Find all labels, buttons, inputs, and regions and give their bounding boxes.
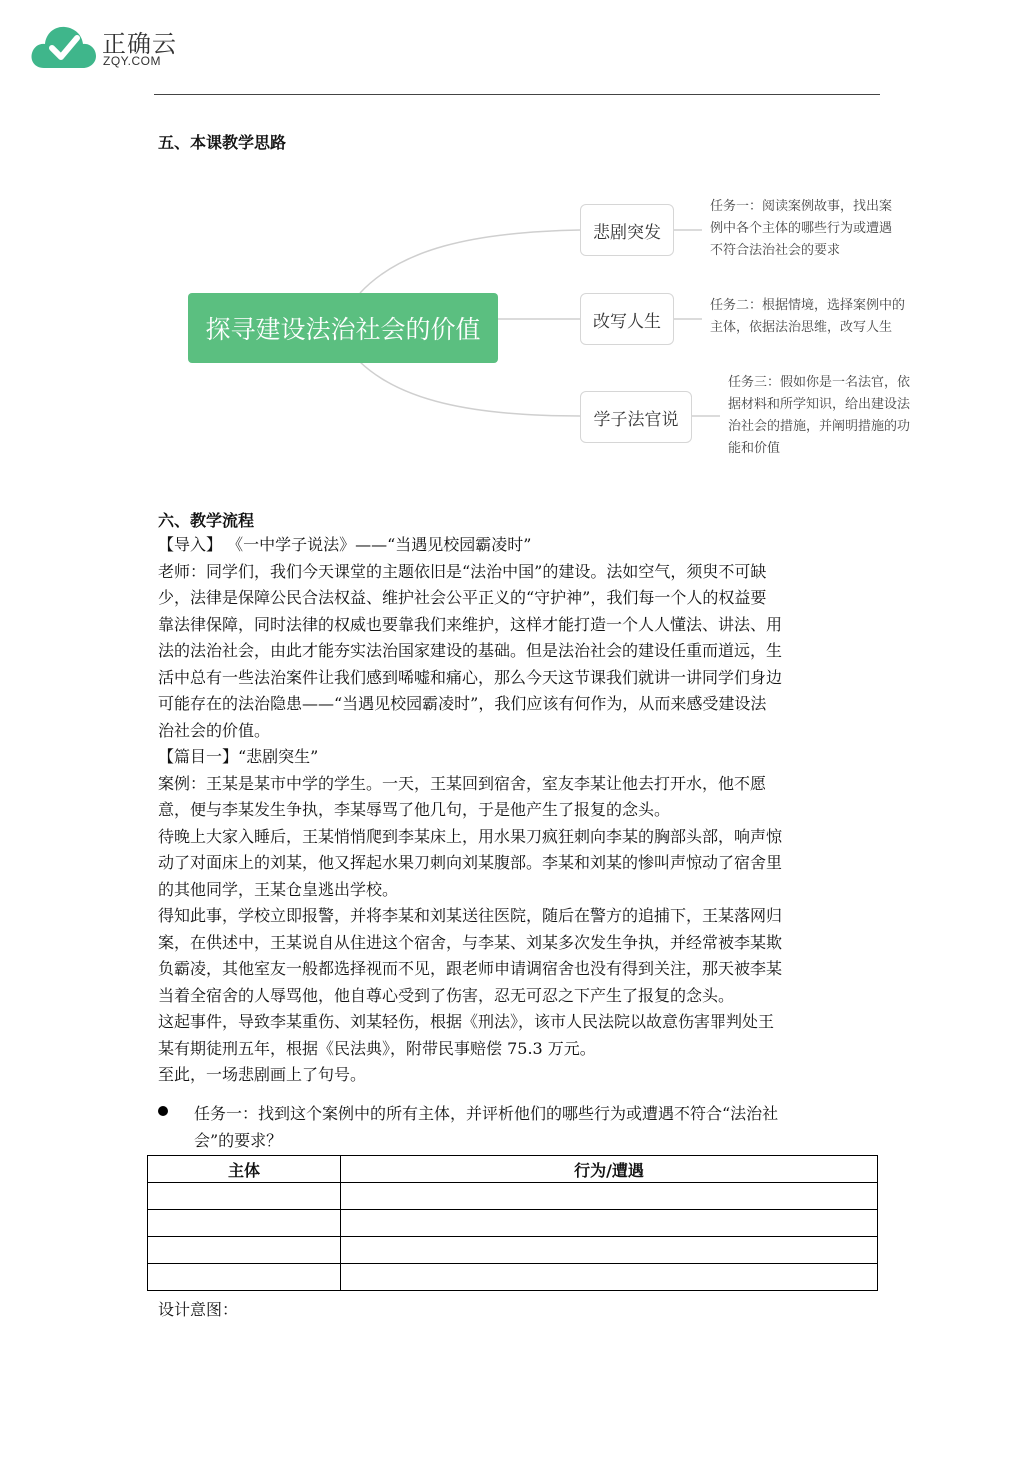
case-line: 某有期徒刑五年，根据《民法典》，附带民事赔偿 75.3 万元。 <box>158 1038 596 1058</box>
intro-heading: 【导入】 《一中学子说法》——“当遇见校园霸凌时” <box>158 535 532 554</box>
note-line: 任务二：根据情境，选择案例中的 <box>710 298 906 313</box>
case-line: 这起事件，导致李某重伤、刘某轻伤，根据《刑法》，该市人民法院以故意伤害罪判处王 <box>158 1012 775 1031</box>
mindmap <box>150 180 950 480</box>
table-cell[interactable] <box>148 1264 341 1291</box>
logo-text-en: ZQY.COM <box>103 54 161 68</box>
case-line: 案，在供述中，王某说自从住进这个宿舍，与李某、刘某多次发生争执，并经常被李某欺 <box>158 932 783 952</box>
table-cell[interactable] <box>341 1237 878 1264</box>
table-row <box>148 1183 878 1210</box>
case-line: 待晚上大家入睡后，王某悄悄爬到李某床上，用水果刀疯狂刺向李某的胸部头部，响声惊 <box>158 826 783 846</box>
note-line: 能和价值 <box>728 441 781 456</box>
intro-line: 靠法律保障，同时法律的权威也要靠我们来维护，这样才能打造一个人人懂法、讲法、用 <box>158 614 783 634</box>
table-row <box>148 1237 878 1264</box>
intro-line: 可能存在的法治隐患——“当遇见校园霸凌时”，我们应该有何作为，从而来感受建设法 <box>158 694 767 713</box>
mindmap-root: 探寻建设法治社会的价值 <box>188 293 498 363</box>
section-5-title: 五、本课教学思路 <box>158 133 287 152</box>
note-line: 任务一：阅读案例故事，找出案 <box>710 199 893 214</box>
task1-bullet <box>158 1106 168 1116</box>
table-cell[interactable] <box>341 1183 878 1210</box>
mindmap-branch-rewrite-life: 改写人生 <box>580 293 674 345</box>
note-line: 例中各个主体的哪些行为或遭遇 <box>710 221 893 236</box>
logo <box>30 22 190 74</box>
section-6-body <box>158 532 878 1089</box>
mindmap-note-task3 <box>728 372 948 460</box>
table-cell[interactable] <box>341 1210 878 1237</box>
case-line: 得知此事，学校立即报警，并将李某和刘某送往医院，随后在警方的追捕下，王某落网归 <box>158 906 783 925</box>
task1-text <box>194 1101 884 1154</box>
note-line: 主体，依据法治思维，改写人生 <box>710 320 893 335</box>
case-line: 案例：王某是某市中学的学生。一天，王某回到宿舍，室友李某让他去打开水，他不愿 <box>158 773 767 793</box>
note-line: 据材料和所学知识，给出建设法 <box>728 397 911 412</box>
section-6-title: 六、教学流程 <box>158 511 255 530</box>
task1-line: 任务一：找到这个案例中的所有主体，并评析他们的哪些行为或遭遇不符合“法治社 <box>194 1104 779 1123</box>
intro-line: 治社会的价值。 <box>158 720 271 740</box>
design-intent-label: 设计意图： <box>158 1300 239 1319</box>
table-row <box>148 1264 878 1291</box>
table-header-subject: 主体 <box>148 1156 341 1183</box>
mindmap-note-task2 <box>710 295 940 339</box>
intro-line: 老师：同学们，我们今天课堂的主题依旧是“法治中国”的建设。法如空气，须臾不可缺 <box>158 561 767 581</box>
case-line: 意，便与李某发生争执，李某辱骂了他几句，于是他产生了报复的念头。 <box>158 800 671 819</box>
case-line: 当着全宿舍的人辱骂他，他自尊心受到了伤害，忍无可忍之下产生了报复的念头。 <box>158 985 735 1005</box>
note-line: 任务三：假如你是一名法官，依 <box>728 375 911 390</box>
table-cell[interactable] <box>148 1210 341 1237</box>
mindmap-branch-student-judge: 学子法官说 <box>580 391 692 443</box>
table-cell[interactable] <box>148 1183 341 1210</box>
note-line: 治社会的措施，并阐明措施的功 <box>728 419 911 434</box>
table-header-behavior: 行为/遭遇 <box>341 1156 878 1183</box>
logo-text-cn: 正确云 <box>102 30 177 58</box>
table-header-row <box>148 1156 878 1183</box>
cloud-check-icon <box>30 22 98 72</box>
case-line: 至此，一场悲剧画上了句号。 <box>158 1065 367 1084</box>
table-cell[interactable] <box>148 1237 341 1264</box>
intro-line: 少，法律是保障公民合法权益、维护社会公平正义的“守护神”，我们每一个人的权益要 <box>158 588 767 607</box>
case-line: 动了对面床上的刘某，他又挥起水果刀刺向刘某腹部。李某和刘某的惨叫声惊动了宿舍里 <box>158 853 783 872</box>
task1-line: 会”的要求？ <box>194 1130 283 1150</box>
note-line: 不符合法治社会的要求 <box>710 243 841 258</box>
case-line: 负霸凌，其他室友一般都选择视而不见，跟老师申请调宿舍也没有得到关注，那天被李某 <box>158 959 783 978</box>
part1-heading: 【篇目一】“悲剧突生” <box>158 747 319 766</box>
mindmap-note-task1 <box>710 196 930 262</box>
intro-line: 活中总有一些法治案件让我们感到唏嘘和痛心，那么今天这节课我们就讲一讲同学们身边 <box>158 667 783 687</box>
intro-line: 法的法治社会，由此才能夯实法治国家建设的基础。但是法治社会的建设任重而道远，生 <box>158 641 783 660</box>
table-row <box>148 1210 878 1237</box>
mindmap-branch-tragedy: 悲剧突发 <box>580 204 674 256</box>
header-divider <box>154 94 880 95</box>
task1-table <box>147 1155 878 1291</box>
table-cell[interactable] <box>341 1264 878 1291</box>
case-line: 的其他同学，王某仓皇逃出学校。 <box>158 879 399 899</box>
